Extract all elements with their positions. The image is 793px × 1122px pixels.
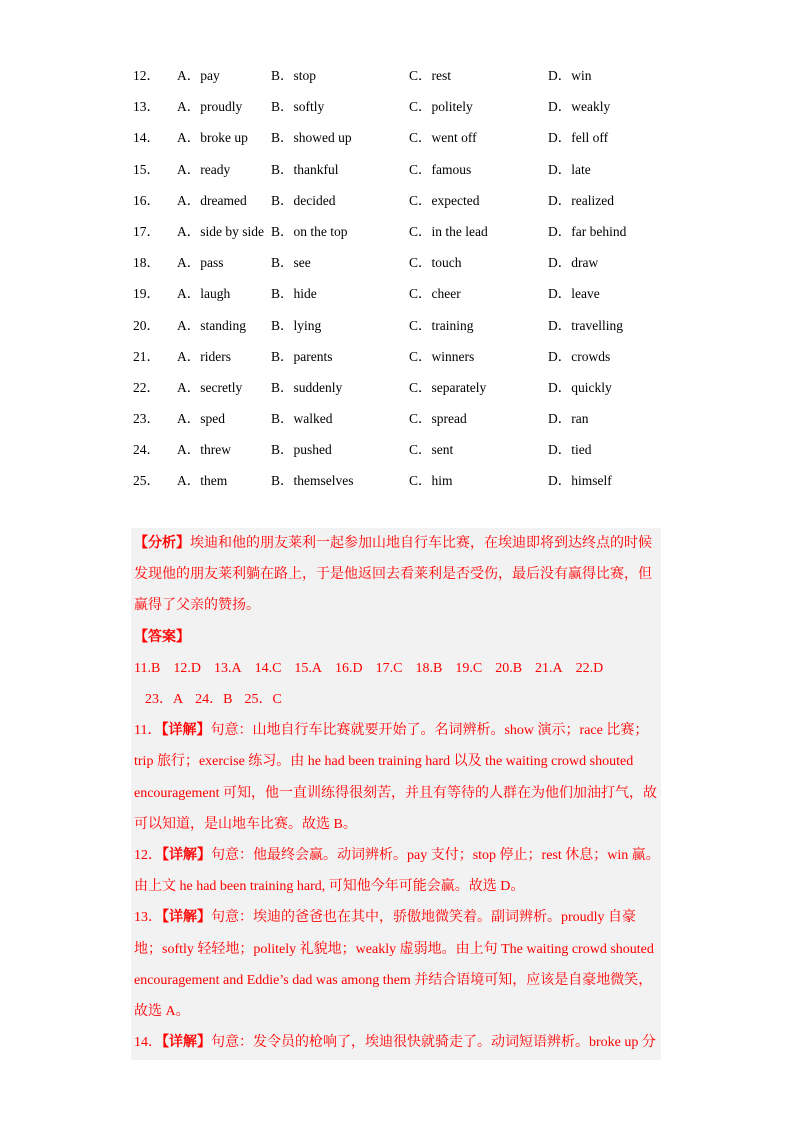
- question-row: [133, 405, 663, 436]
- question-number: 13．: [133, 99, 160, 115]
- detail-paragraph: [131, 1027, 661, 1058]
- option-c: C．winners: [409, 348, 475, 364]
- detail-num: 12．: [134, 848, 162, 864]
- question-row: [133, 343, 663, 374]
- analysis-label: 【分析】: [134, 536, 190, 551]
- answer-item: 25．C: [244, 692, 282, 708]
- option-a: A．laugh: [177, 286, 231, 302]
- option-c: C．touch: [409, 255, 462, 271]
- option-b: B．walked: [271, 411, 333, 427]
- option-a: A．proudly: [177, 99, 243, 115]
- option-a: A．threw: [177, 442, 231, 458]
- detail-text: 句意：发令员的枪响了，埃迪很快就骑走了。动词短语辨析。broke up 分: [211, 1035, 656, 1051]
- option-a: A．standing: [177, 317, 246, 333]
- answer-item: 22.D: [575, 660, 604, 676]
- option-c: C．sent: [409, 442, 454, 458]
- option-c: C．training: [409, 317, 474, 333]
- detail-text: 句意：山地自行车比赛就要开始了。名词辨析。show 演示；race 比赛；trip 旅行；exercise 练习。由 he had been training hard 以及 the waiting crowd shouted encouragement 可知，他一直训练得很刻苦，并且有等待的人群在为他们加油打气，故可以知道，是山地车比赛。故选 B。: [134, 723, 658, 832]
- question-row: [133, 436, 663, 467]
- option-a: A．side by side: [177, 223, 264, 239]
- option-d: D．draw: [548, 255, 599, 271]
- options-list: [133, 62, 663, 499]
- option-a: A．pay: [177, 68, 220, 83]
- answer-item: 12.D: [173, 660, 201, 676]
- answer-row-2: [131, 684, 661, 715]
- option-a: A．ready: [177, 161, 231, 177]
- option-d: D．tied: [548, 442, 592, 458]
- option-b: B．thankful: [271, 161, 339, 177]
- question-number: 12．: [133, 68, 160, 83]
- answer-item: 21.A: [535, 660, 563, 676]
- option-c: C．separately: [409, 379, 487, 395]
- option-c: C．rest: [409, 68, 451, 83]
- answer-item: 24．B: [195, 692, 233, 708]
- question-row: [133, 280, 663, 311]
- option-b: B．softly: [271, 99, 325, 115]
- option-d: D．realized: [548, 192, 614, 208]
- answer-item: 16.D: [335, 660, 363, 676]
- question-row: [133, 156, 663, 187]
- option-a: A．sped: [177, 411, 225, 427]
- details-list: [131, 715, 661, 1058]
- option-a: A．riders: [177, 348, 231, 364]
- option-a: A．dreamed: [177, 192, 247, 208]
- option-a: A．them: [177, 473, 228, 489]
- question-row: [133, 187, 663, 218]
- option-c: C．expected: [409, 192, 480, 208]
- detail-paragraph: [131, 840, 661, 902]
- option-c: C．in the lead: [409, 223, 488, 239]
- option-b: B．themselves: [271, 473, 354, 489]
- question-number: 24．: [133, 442, 160, 458]
- analysis-text: 埃迪和他的朋友莱利一起参加山地自行车比赛，在埃迪即将到达终点的时候发现他的朋友莱利躺在路上，于是他返回去看莱利是否受伤，最后没有赢得比赛，但赢得了父亲的赞扬。: [134, 536, 652, 614]
- option-b: B．on the top: [271, 223, 348, 239]
- answer-item: 18.B: [415, 660, 443, 676]
- question-row: [133, 93, 663, 124]
- question-row: [133, 312, 663, 343]
- option-b: B．parents: [271, 348, 333, 364]
- option-b: B．pushed: [271, 442, 332, 458]
- option-c: C．him: [409, 473, 453, 489]
- detail-label: 【详解】: [161, 723, 211, 739]
- option-b: B．suddenly: [271, 379, 343, 395]
- question-row: [133, 218, 663, 249]
- option-b: B．hide: [271, 286, 317, 302]
- question-number: 20．: [133, 317, 160, 333]
- question-number: 25．: [133, 473, 160, 489]
- option-d: D．far behind: [548, 223, 627, 239]
- option-b: B．decided: [271, 192, 336, 208]
- option-d: D．ran: [548, 411, 589, 427]
- option-b: B．see: [271, 255, 311, 271]
- detail-num: 14．: [134, 1035, 162, 1051]
- analysis-section: [131, 528, 661, 1060]
- question-number: 22．: [133, 379, 160, 395]
- answer-heading: [131, 622, 661, 653]
- answer-item: 13.A: [213, 660, 242, 676]
- question-number: 17．: [133, 223, 160, 239]
- answer-row-1: [131, 653, 661, 684]
- answer-item: 20.B: [495, 660, 523, 676]
- option-d: D．late: [548, 161, 591, 177]
- answer-item: 19.C: [455, 660, 483, 676]
- detail-num: 13．: [134, 910, 162, 926]
- option-c: C．politely: [409, 99, 473, 115]
- option-d: D．crowds: [548, 348, 611, 364]
- question-number: 18．: [133, 255, 160, 271]
- option-a: A．secretly: [177, 379, 243, 395]
- question-row: [133, 62, 663, 93]
- option-d: D．quickly: [548, 379, 612, 395]
- option-b: B．showed up: [271, 130, 352, 146]
- option-a: A．pass: [177, 255, 224, 271]
- question-row: [133, 467, 663, 498]
- detail-paragraph: [131, 715, 661, 840]
- option-d: D．travelling: [548, 317, 623, 333]
- question-number: 23．: [133, 411, 160, 427]
- option-c: C．cheer: [409, 286, 461, 302]
- answer-item: 11.B: [134, 660, 161, 676]
- option-c: C．famous: [409, 161, 472, 177]
- answer-item: 14.C: [254, 660, 282, 676]
- option-c: C．spread: [409, 411, 467, 427]
- answer-label: 【答案】: [134, 629, 190, 645]
- question-number: 16．: [133, 192, 160, 208]
- detail-label: 【详解】: [162, 848, 211, 864]
- analysis-paragraph: [131, 528, 661, 622]
- question-number: 19．: [133, 286, 160, 302]
- question-row: [133, 249, 663, 280]
- answer-item: 23．A: [145, 692, 184, 708]
- option-c: C．went off: [409, 130, 477, 146]
- detail-num: 11．: [134, 723, 162, 739]
- question-number: 15．: [133, 161, 160, 177]
- option-d: D．win: [548, 68, 592, 83]
- option-b: B．stop: [271, 68, 317, 83]
- option-d: D．himself: [548, 473, 612, 489]
- detail-text: 句意：埃迪的爸爸也在其中，骄傲地微笑着。副词辨析。proudly 自豪地；softly 轻轻地；politely 礼貌地；weakly 虚弱地。由上句 The waiting crowd shouted encouragement and Eddie’s dad was among them 并结合语境可知，应该是自豪地微笑，故选 A。: [134, 910, 654, 1020]
- answer-item: 15.A: [294, 660, 323, 676]
- question-number: 14．: [133, 130, 160, 146]
- option-a: A．broke up: [177, 130, 248, 146]
- option-d: D．leave: [548, 286, 600, 302]
- detail-text: 句意：他最终会赢。动词辨析。pay 支付；stop 停止；rest 休息；win 赢。由上文 he had been training hard, 可知他今年可能会赢。故选 D。: [134, 848, 660, 895]
- question-row: [133, 374, 663, 405]
- option-d: D．fell off: [548, 130, 609, 146]
- option-d: D．weakly: [548, 99, 611, 115]
- detail-label: 【详解】: [162, 1035, 211, 1051]
- detail-label: 【详解】: [162, 910, 211, 926]
- question-number: 21．: [133, 348, 160, 364]
- answer-item: 17.C: [375, 660, 403, 676]
- detail-paragraph: [131, 902, 661, 1027]
- option-b: B．lying: [271, 317, 322, 333]
- question-row: [133, 124, 663, 155]
